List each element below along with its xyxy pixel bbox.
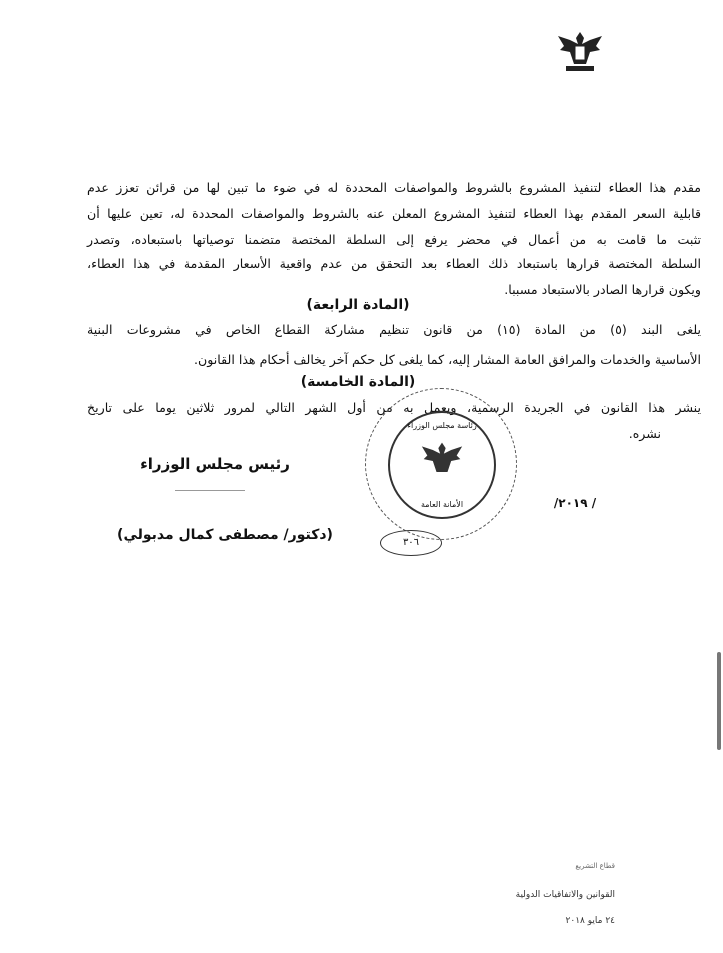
article5-heading: (المادة الخامسة) bbox=[300, 374, 416, 390]
eagle-emblem-icon bbox=[556, 30, 604, 74]
footer-date: ٢٤ مايو ٢٠١٨ bbox=[565, 916, 615, 926]
body-line: ويكون قرارها الصادر بالاستبعاد مسببا. bbox=[504, 282, 701, 297]
signature-title: رئيس مجلس الوزراء bbox=[140, 455, 290, 473]
seal-bottom-text: الأمانة العامة bbox=[420, 500, 464, 509]
footer-department: القوانين والاتفاقيات الدولية bbox=[515, 890, 615, 900]
body-line: السلطة المختصة قرارها باستبعاد ذلك العطاء بعد التحقق من عدم واقعية الأسعار المقدمة في هذا العطاء، bbox=[87, 256, 701, 271]
body-line: مقدم هذا العطاء لتنفيذ المشروع بالشروط والمواصفات المحددة له في ضوء ما تبين لها من قرائن تعزز عدم bbox=[87, 180, 701, 195]
signatory-name: (دكتور/ مصطفى كمال مدبولي) bbox=[117, 527, 333, 543]
article5-line: نشره. bbox=[628, 426, 661, 441]
article4-line: الأساسية والخدمات والمرافق العامة المشار إليه، كما يلغى كل حكم آخر يخالف أحكام هذا القانون. bbox=[194, 352, 701, 367]
scrollbar[interactable] bbox=[717, 652, 721, 750]
official-seal bbox=[365, 388, 517, 540]
seal-number: ٣٠٦ bbox=[380, 530, 442, 556]
article4-heading: (المادة الرابعة) bbox=[306, 297, 410, 313]
seal-ring-text: رئاسة مجلس الوزراء bbox=[407, 421, 477, 430]
signature-stroke bbox=[175, 490, 245, 491]
body-line: قابلية السعر المقدم بهذا العطاء لتنفيذ المشروع المعلن عنه بالشروط والمواصفات المحددة له، تعين عليها أن bbox=[87, 206, 701, 221]
document-date: / ٢٠١٩/ bbox=[553, 496, 597, 510]
seal-eagle-icon bbox=[420, 439, 464, 483]
article4-line: يلغى البند (٥) من المادة (١٥) من قانون تنظيم مشاركة القطاع الخاص في مشروعات البنية bbox=[87, 322, 702, 337]
body-line: تثبت ما قامت به من أعمال في محضر يرفع إلى السلطة المختصة متضمنا توصياتها باستبعاده، وتصدر bbox=[87, 232, 701, 247]
footer-small: قطاع التشريع bbox=[575, 862, 615, 870]
article5-line: ينشر هذا القانون في الجريدة الرسمية، ويعمل به من أول الشهر التالي لمرور ثلاثين يوما على تاريخ bbox=[87, 400, 701, 415]
